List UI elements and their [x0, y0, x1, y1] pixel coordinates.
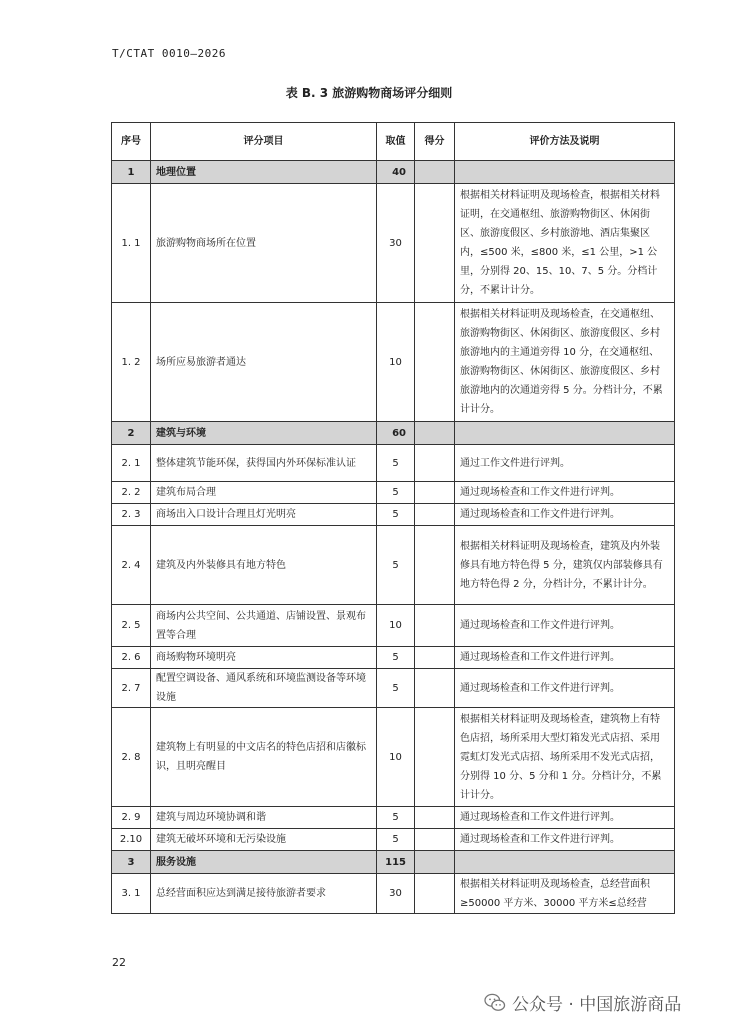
row-number: 2. 8	[112, 708, 151, 807]
row-value: 10	[377, 303, 415, 422]
row-method: 根据相关材料证明及现场检查，在交通枢纽、旅游购物街区、休闲街区、旅游度假区、乡村旅游地内的主通道旁得 10 分，在交通枢纽、旅游购物街区、休闲街区、旅游度假区、乡村旅游地内的次通道旁得 5 分。分档计分，不累计计分。	[455, 303, 675, 422]
row-value: 5	[377, 445, 415, 482]
row-item: 服务设施	[151, 851, 377, 874]
row-value: 5	[377, 829, 415, 851]
table-row	[112, 526, 675, 605]
row-item: 旅游购物商场所在位置	[151, 184, 377, 303]
row-score	[415, 605, 455, 647]
watermark	[484, 990, 681, 1015]
table-row	[112, 184, 675, 303]
wechat-icon	[484, 993, 506, 1013]
row-value: 40	[377, 161, 415, 184]
row-number: 3	[112, 851, 151, 874]
row-score	[415, 422, 455, 445]
table-row	[112, 807, 675, 829]
row-number: 2. 6	[112, 647, 151, 669]
table-row	[112, 669, 675, 708]
row-method: 通过现场检查和工作文件进行评判。	[455, 605, 675, 647]
row-method: 根据相关材料证明及现场检查，总经营面积≥50000 平方米、30000 平方米≤总经营	[455, 874, 675, 914]
table-title: 表 B. 3 旅游购物商场评分细则	[285, 86, 453, 100]
section-row	[112, 851, 675, 874]
row-score	[415, 807, 455, 829]
row-item: 配置空调设备、通风系统和环境监测设备等环境设施	[151, 669, 377, 708]
row-score	[415, 829, 455, 851]
row-number: 2. 3	[112, 504, 151, 526]
row-item: 整体建筑节能环保，获得国内外环保标准认证	[151, 445, 377, 482]
row-item: 建筑布局合理	[151, 482, 377, 504]
row-method	[455, 422, 675, 445]
header-method: 评价方法及说明	[455, 123, 675, 161]
table-row	[112, 605, 675, 647]
row-score	[415, 647, 455, 669]
row-number: 2	[112, 422, 151, 445]
row-item: 商场购物环境明亮	[151, 647, 377, 669]
row-value: 30	[377, 184, 415, 303]
table-row	[112, 708, 675, 807]
row-item: 建筑无破坏环境和无污染设施	[151, 829, 377, 851]
row-score	[415, 482, 455, 504]
table-row	[112, 303, 675, 422]
row-value: 10	[377, 605, 415, 647]
row-value: 5	[377, 647, 415, 669]
row-method: 根据相关材料证明及现场检查，建筑及内外装修具有地方特色得 5 分，建筑仅内部装修具有地方特色得 2 分，分档计分，不累计计分。	[455, 526, 675, 605]
row-number: 2. 7	[112, 669, 151, 708]
row-item: 建筑物上有明显的中文店名的特色店招和店徽标识，且明亮醒目	[151, 708, 377, 807]
row-score	[415, 303, 455, 422]
row-score	[415, 669, 455, 708]
header-value: 取值	[377, 123, 415, 161]
row-value: 60	[377, 422, 415, 445]
table-row	[112, 482, 675, 504]
row-number: 1. 2	[112, 303, 151, 422]
row-value: 5	[377, 526, 415, 605]
section-row	[112, 422, 675, 445]
row-number: 1	[112, 161, 151, 184]
table-row	[112, 874, 675, 914]
row-number: 2. 9	[112, 807, 151, 829]
watermark-text: 公众号 · 中国旅游商品	[512, 995, 682, 1015]
row-number: 2. 1	[112, 445, 151, 482]
table-header-row	[112, 123, 675, 161]
row-value: 5	[377, 504, 415, 526]
row-item: 商场内公共空间、公共通道、店铺设置、景观布置等合理	[151, 605, 377, 647]
row-number: 2. 4	[112, 526, 151, 605]
header-item: 评分项目	[151, 123, 377, 161]
table-row	[112, 647, 675, 669]
row-method	[455, 161, 675, 184]
document-code: T/CTAT 0010—2026	[112, 47, 226, 60]
row-number: 1. 1	[112, 184, 151, 303]
row-item: 总经营面积应达到满足接待旅游者要求	[151, 874, 377, 914]
row-item: 商场出入口设计合理且灯光明亮	[151, 504, 377, 526]
row-method: 通过工作文件进行评判。	[455, 445, 675, 482]
row-score	[415, 851, 455, 874]
section-row	[112, 161, 675, 184]
row-method: 通过现场检查和工作文件进行评判。	[455, 482, 675, 504]
row-method	[455, 851, 675, 874]
scoring-table	[111, 122, 675, 914]
row-score	[415, 874, 455, 914]
row-number: 2. 5	[112, 605, 151, 647]
row-item: 场所应易旅游者通达	[151, 303, 377, 422]
row-method: 根据相关材料证明及现场检查，根据相关材料证明，在交通枢纽、旅游购物街区、休闲街区、旅游度假区、乡村旅游地、酒店集聚区内，≤500 米，≤800 米，≤1 公里，>1 公里，分别得 20、15、10、7、5 分。分档计分，不累计计分。	[455, 184, 675, 303]
row-value: 5	[377, 669, 415, 708]
row-number: 2.10	[112, 829, 151, 851]
table-row	[112, 829, 675, 851]
row-item: 建筑与环境	[151, 422, 377, 445]
table-row	[112, 445, 675, 482]
row-value: 5	[377, 807, 415, 829]
row-score	[415, 161, 455, 184]
row-method: 通过现场检查和工作文件进行评判。	[455, 669, 675, 708]
row-method: 根据相关材料证明及现场检查，建筑物上有特色店招，场所采用大型灯箱发光式店招、采用霓虹灯发光式店招、场所采用不发光式店招，分别得 10 分、5 分和 1 分。分档计分，不累计计分。	[455, 708, 675, 807]
row-score	[415, 504, 455, 526]
row-value: 115	[377, 851, 415, 874]
row-score	[415, 445, 455, 482]
row-value: 5	[377, 482, 415, 504]
row-item: 建筑与周边环境协调和谐	[151, 807, 377, 829]
row-score	[415, 184, 455, 303]
row-value: 30	[377, 874, 415, 914]
row-item: 建筑及内外装修具有地方特色	[151, 526, 377, 605]
row-number: 3. 1	[112, 874, 151, 914]
row-score	[415, 708, 455, 807]
row-score	[415, 526, 455, 605]
row-number: 2. 2	[112, 482, 151, 504]
row-method: 通过现场检查和工作文件进行评判。	[455, 807, 675, 829]
header-score: 得分	[415, 123, 455, 161]
row-method: 通过现场检查和工作文件进行评判。	[455, 504, 675, 526]
table-row	[112, 504, 675, 526]
page-number: 22	[112, 956, 126, 969]
row-item: 地理位置	[151, 161, 377, 184]
row-value: 10	[377, 708, 415, 807]
row-method: 通过现场检查和工作文件进行评判。	[455, 647, 675, 669]
header-no: 序号	[112, 123, 151, 161]
row-method: 通过现场检查和工作文件进行评判。	[455, 829, 675, 851]
